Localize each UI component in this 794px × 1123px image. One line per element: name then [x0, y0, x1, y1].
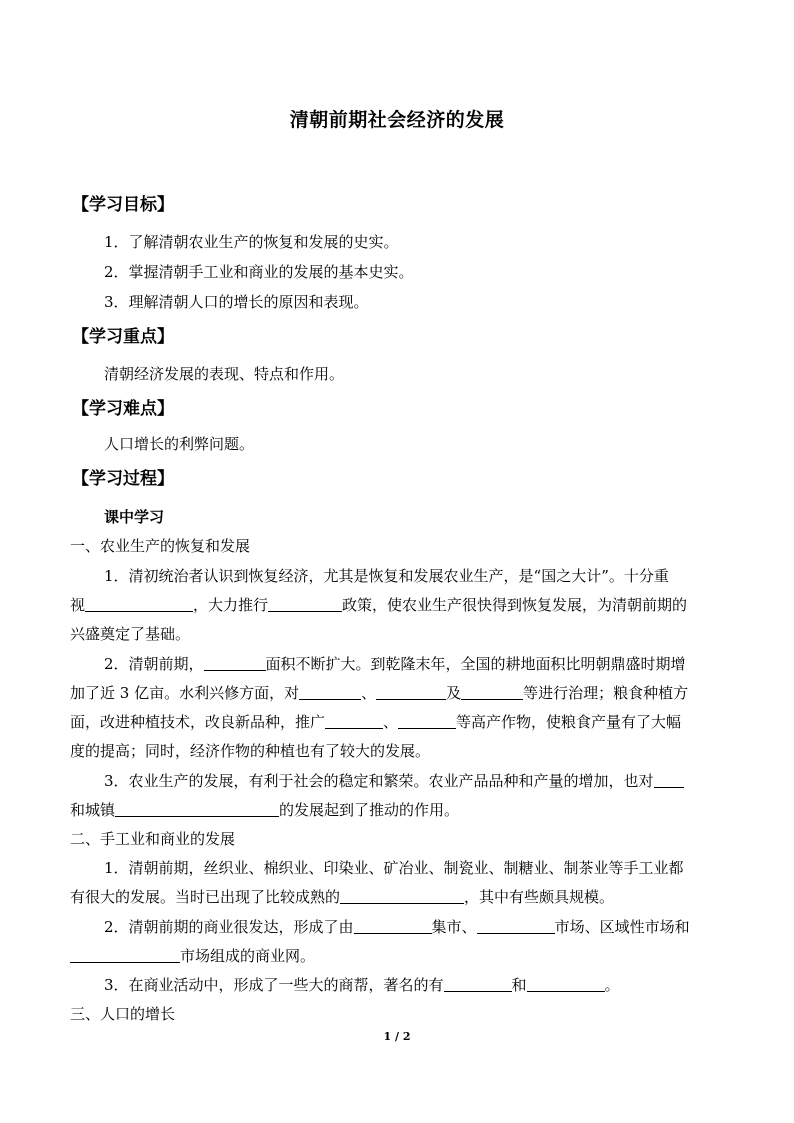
fill-blank[interactable]: [654, 772, 684, 788]
fill-blank[interactable]: [204, 655, 266, 671]
goal-item: 2．掌握清朝手工业和商业的发展的基本史实。: [104, 263, 414, 281]
page-number: 1 / 2: [383, 1030, 411, 1043]
class-study-label: 课中学习: [104, 508, 165, 526]
paragraph-line: 市场组成的商业网。: [70, 946, 315, 966]
fill-blank[interactable]: [527, 976, 605, 992]
paragraph-line: 3．在商业活动中，形成了一些大的商帮，著名的有 和 。: [104, 976, 620, 994]
paragraph-line: 1．清初统治者认识到恢复经济，尤其是恢复和发展农业生产，是“国之大计”。十分重: [104, 567, 669, 585]
fill-blank[interactable]: [115, 801, 279, 817]
goal-item: 1．了解清朝农业生产的恢复和发展的史实。: [104, 233, 399, 251]
paragraph-line: 1．清朝前期，丝织业、棉织业、印染业、矿冶业、制瓷业、制糖业、制茶业等手工业都: [104, 859, 684, 877]
paragraph-line: 视 ，大力推行 政策，使农业生产很快得到恢复发展，为清朝前期的: [70, 596, 688, 614]
part-title-handicraft-commerce: 二、手工业和商业的发展: [70, 830, 236, 848]
fill-blank[interactable]: [444, 976, 512, 992]
fill-blank[interactable]: [325, 713, 383, 729]
fill-blank[interactable]: [340, 888, 464, 904]
paragraph-line: 加了近 3 亿亩。水利兴修方面，对 、 及 等进行治理；粮食种植方: [70, 684, 689, 702]
goal-item: 3．理解清朝人口的增长的原因和表现。: [104, 293, 369, 311]
section-heading-goals: 【学习目标】: [72, 195, 174, 215]
paragraph-line: 度的提高；同时，经济作物的种植也有了较大的发展。: [70, 742, 431, 760]
paragraph-line: 面，改进种植技术，改良新品种，推广 、 等高产作物，使粮食产量有了大幅: [70, 713, 682, 731]
fill-blank[interactable]: [85, 596, 193, 612]
paragraph-line: 兴盛奠定了基础。: [70, 625, 191, 643]
fill-blank[interactable]: [268, 596, 342, 612]
part-title-agriculture: 一、农业生产的恢复和发展: [70, 537, 251, 555]
fill-blank[interactable]: [477, 918, 555, 934]
fill-blank[interactable]: [70, 947, 180, 963]
fill-blank[interactable]: [354, 918, 432, 934]
difficulty-text: 人口增长的利弊问题。: [104, 435, 255, 453]
fill-blank[interactable]: [461, 684, 523, 700]
page-title: 清朝前期社会经济的发展: [289, 109, 505, 131]
section-heading-difficulties: 【学习难点】: [72, 399, 174, 419]
section-heading-process: 【学习过程】: [72, 469, 174, 489]
paragraph-line: 2．清朝前期， 面积不断扩大。到乾隆末年，全国的耕地面积比明朝鼎盛时期增: [104, 655, 686, 673]
key-point-text: 清朝经济发展的表现、特点和作用。: [104, 365, 345, 383]
fill-blank[interactable]: [376, 684, 446, 700]
paragraph-line: 3．农业生产的发展，有利于社会的稳定和繁荣。农业产品品种和产量的增加，也对: [104, 771, 684, 791]
paragraph-line: 有很大的发展。当时已出现了比较成熟的 ，其中有些颇具规模。: [70, 888, 615, 906]
fill-blank[interactable]: [299, 684, 361, 700]
fill-blank[interactable]: [398, 713, 456, 729]
paragraph-line: 2．清朝前期的商业很发达，形成了由 集市、 市场、区域性市场和: [104, 918, 690, 936]
part-title-population: 三、人口的增长: [70, 1005, 176, 1023]
paragraph-line: 和城镇 的发展起到了推动的作用。: [70, 801, 460, 819]
section-heading-key-points: 【学习重点】: [72, 327, 174, 347]
